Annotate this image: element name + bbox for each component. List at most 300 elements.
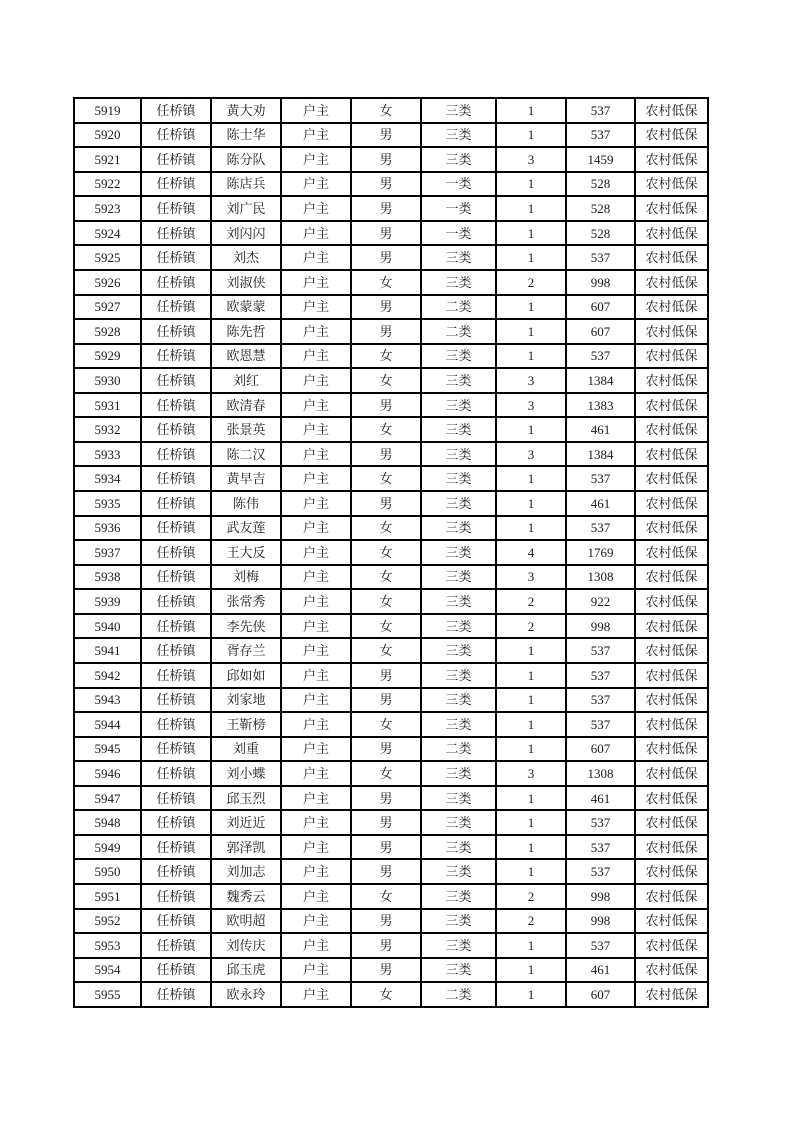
table-cell: 户主 bbox=[281, 172, 351, 197]
table-cell: 1 bbox=[496, 221, 566, 246]
table-cell: 5953 bbox=[74, 933, 141, 958]
table-cell: 农村低保 bbox=[635, 295, 708, 320]
table-cell: 1 bbox=[496, 172, 566, 197]
table-cell: 任桥镇 bbox=[141, 540, 211, 565]
table-cell: 5943 bbox=[74, 688, 141, 713]
table-row bbox=[74, 958, 708, 983]
table-cell: 三类 bbox=[421, 614, 496, 639]
table-row bbox=[74, 614, 708, 639]
table-cell: 二类 bbox=[421, 295, 496, 320]
table-cell: 户主 bbox=[281, 417, 351, 442]
table-cell: 三类 bbox=[421, 368, 496, 393]
table-cell: 女 bbox=[351, 368, 421, 393]
table-cell: 女 bbox=[351, 417, 421, 442]
table-cell: 任桥镇 bbox=[141, 958, 211, 983]
table-cell: 刘小蝶 bbox=[211, 761, 281, 786]
table-cell: 任桥镇 bbox=[141, 835, 211, 860]
table-cell: 461 bbox=[566, 786, 635, 811]
table-row bbox=[74, 737, 708, 762]
table-cell: 三类 bbox=[421, 147, 496, 172]
table-cell: 三类 bbox=[421, 909, 496, 934]
table-cell: 5947 bbox=[74, 786, 141, 811]
table-cell: 2 bbox=[496, 884, 566, 909]
table-cell: 1 bbox=[496, 982, 566, 1007]
table-cell: 2 bbox=[496, 909, 566, 934]
table-cell: 任桥镇 bbox=[141, 172, 211, 197]
table-cell: 黄大劝 bbox=[211, 98, 281, 123]
table-cell: 户主 bbox=[281, 491, 351, 516]
table-cell: 1 bbox=[496, 98, 566, 123]
table-cell: 1769 bbox=[566, 540, 635, 565]
table-cell: 户主 bbox=[281, 221, 351, 246]
table-cell: 户主 bbox=[281, 761, 351, 786]
table-cell: 3 bbox=[496, 368, 566, 393]
table-cell: 1 bbox=[496, 859, 566, 884]
table-cell: 任桥镇 bbox=[141, 368, 211, 393]
table-cell: 5929 bbox=[74, 344, 141, 369]
table-cell: 537 bbox=[566, 516, 635, 541]
table-cell: 刘淑侠 bbox=[211, 270, 281, 295]
table-row bbox=[74, 368, 708, 393]
table-cell: 2 bbox=[496, 589, 566, 614]
table-row bbox=[74, 540, 708, 565]
table-cell: 户主 bbox=[281, 933, 351, 958]
table-cell: 任桥镇 bbox=[141, 589, 211, 614]
table-cell: 欧明超 bbox=[211, 909, 281, 934]
table-cell: 任桥镇 bbox=[141, 319, 211, 344]
table-cell: 任桥镇 bbox=[141, 909, 211, 934]
table-cell: 任桥镇 bbox=[141, 859, 211, 884]
table-cell: 女 bbox=[351, 98, 421, 123]
table-cell: 三类 bbox=[421, 270, 496, 295]
table-cell: 任桥镇 bbox=[141, 884, 211, 909]
table-row bbox=[74, 245, 708, 270]
table-cell: 1459 bbox=[566, 147, 635, 172]
table-cell: 三类 bbox=[421, 786, 496, 811]
table-cell: 农村低保 bbox=[635, 245, 708, 270]
table-row bbox=[74, 565, 708, 590]
table-cell: 女 bbox=[351, 540, 421, 565]
table-cell: 任桥镇 bbox=[141, 491, 211, 516]
table-cell: 户主 bbox=[281, 909, 351, 934]
table-cell: 537 bbox=[566, 638, 635, 663]
table-cell: 男 bbox=[351, 958, 421, 983]
table-cell: 三类 bbox=[421, 417, 496, 442]
table-cell: 农村低保 bbox=[635, 196, 708, 221]
table-cell: 任桥镇 bbox=[141, 98, 211, 123]
table-cell: 5920 bbox=[74, 123, 141, 148]
table-cell: 2 bbox=[496, 614, 566, 639]
table-cell: 任桥镇 bbox=[141, 712, 211, 737]
table-cell: 537 bbox=[566, 712, 635, 737]
table-cell: 三类 bbox=[421, 810, 496, 835]
table-cell: 女 bbox=[351, 516, 421, 541]
table-row bbox=[74, 123, 708, 148]
table-cell: 陈分队 bbox=[211, 147, 281, 172]
table-cell: 任桥镇 bbox=[141, 982, 211, 1007]
table-cell: 农村低保 bbox=[635, 393, 708, 418]
table-cell: 农村低保 bbox=[635, 123, 708, 148]
table-cell: 陈先哲 bbox=[211, 319, 281, 344]
table-cell: 农村低保 bbox=[635, 589, 708, 614]
table-cell: 607 bbox=[566, 295, 635, 320]
table-cell: 5948 bbox=[74, 810, 141, 835]
table-cell: 任桥镇 bbox=[141, 221, 211, 246]
table-cell: 三类 bbox=[421, 540, 496, 565]
table-cell: 5928 bbox=[74, 319, 141, 344]
table-cell: 农村低保 bbox=[635, 147, 708, 172]
table-cell: 二类 bbox=[421, 319, 496, 344]
table-cell: 5940 bbox=[74, 614, 141, 639]
table-cell: 537 bbox=[566, 466, 635, 491]
table-cell: 女 bbox=[351, 614, 421, 639]
table-cell: 三类 bbox=[421, 442, 496, 467]
table-cell: 任桥镇 bbox=[141, 810, 211, 835]
table-cell: 三类 bbox=[421, 688, 496, 713]
table-cell: 1 bbox=[496, 344, 566, 369]
table-cell: 528 bbox=[566, 221, 635, 246]
table-cell: 5946 bbox=[74, 761, 141, 786]
table-cell: 胥存兰 bbox=[211, 638, 281, 663]
table-cell: 三类 bbox=[421, 344, 496, 369]
table-cell: 陈伟 bbox=[211, 491, 281, 516]
table-cell: 农村低保 bbox=[635, 466, 708, 491]
table-cell: 男 bbox=[351, 909, 421, 934]
table-row bbox=[74, 196, 708, 221]
table-cell: 5921 bbox=[74, 147, 141, 172]
table-cell: 欧清春 bbox=[211, 393, 281, 418]
table-cell: 461 bbox=[566, 417, 635, 442]
table-cell: 2 bbox=[496, 270, 566, 295]
table-cell: 户主 bbox=[281, 712, 351, 737]
table-cell: 任桥镇 bbox=[141, 442, 211, 467]
table-cell: 607 bbox=[566, 737, 635, 762]
table-cell: 户主 bbox=[281, 516, 351, 541]
table-cell: 922 bbox=[566, 589, 635, 614]
table-cell: 女 bbox=[351, 466, 421, 491]
table-row bbox=[74, 466, 708, 491]
table-cell: 陈士华 bbox=[211, 123, 281, 148]
table-cell: 魏秀云 bbox=[211, 884, 281, 909]
table-row bbox=[74, 933, 708, 958]
table-cell: 女 bbox=[351, 589, 421, 614]
table-cell: 1383 bbox=[566, 393, 635, 418]
table-cell: 998 bbox=[566, 270, 635, 295]
table-cell: 任桥镇 bbox=[141, 638, 211, 663]
table-cell: 农村低保 bbox=[635, 368, 708, 393]
table-cell: 1 bbox=[496, 958, 566, 983]
table-row bbox=[74, 98, 708, 123]
table-cell: 女 bbox=[351, 712, 421, 737]
table-cell: 三类 bbox=[421, 958, 496, 983]
table-cell: 女 bbox=[351, 638, 421, 663]
table-cell: 农村低保 bbox=[635, 688, 708, 713]
table-cell: 5945 bbox=[74, 737, 141, 762]
table-cell: 男 bbox=[351, 442, 421, 467]
table-cell: 农村低保 bbox=[635, 565, 708, 590]
table-cell: 女 bbox=[351, 565, 421, 590]
table-cell: 一类 bbox=[421, 221, 496, 246]
table-cell: 王大反 bbox=[211, 540, 281, 565]
table-cell: 任桥镇 bbox=[141, 761, 211, 786]
table-cell: 男 bbox=[351, 688, 421, 713]
table-cell: 任桥镇 bbox=[141, 516, 211, 541]
table-cell: 3 bbox=[496, 393, 566, 418]
table-cell: 户主 bbox=[281, 393, 351, 418]
table-cell: 528 bbox=[566, 172, 635, 197]
table-cell: 二类 bbox=[421, 737, 496, 762]
table-cell: 一类 bbox=[421, 196, 496, 221]
table-cell: 户主 bbox=[281, 319, 351, 344]
table-row bbox=[74, 589, 708, 614]
table-cell: 5950 bbox=[74, 859, 141, 884]
table-cell: 任桥镇 bbox=[141, 737, 211, 762]
table-cell: 刘近近 bbox=[211, 810, 281, 835]
table-cell: 男 bbox=[351, 393, 421, 418]
table-cell: 5942 bbox=[74, 663, 141, 688]
table-row bbox=[74, 270, 708, 295]
welfare-table bbox=[73, 97, 709, 1008]
table-cell: 任桥镇 bbox=[141, 614, 211, 639]
table-cell: 5938 bbox=[74, 565, 141, 590]
table-cell: 三类 bbox=[421, 638, 496, 663]
table-cell: 三类 bbox=[421, 761, 496, 786]
table-cell: 户主 bbox=[281, 344, 351, 369]
table-cell: 任桥镇 bbox=[141, 663, 211, 688]
table-cell: 任桥镇 bbox=[141, 344, 211, 369]
table-cell: 农村低保 bbox=[635, 491, 708, 516]
table-cell: 1 bbox=[496, 123, 566, 148]
table-cell: 男 bbox=[351, 123, 421, 148]
table-cell: 户主 bbox=[281, 663, 351, 688]
table-cell: 张常秀 bbox=[211, 589, 281, 614]
table-cell: 三类 bbox=[421, 565, 496, 590]
table-cell: 三类 bbox=[421, 859, 496, 884]
table-cell: 农村低保 bbox=[635, 442, 708, 467]
table-cell: 农村低保 bbox=[635, 663, 708, 688]
table-cell: 男 bbox=[351, 737, 421, 762]
table-cell: 陈二汉 bbox=[211, 442, 281, 467]
table-cell: 1 bbox=[496, 295, 566, 320]
table-cell: 农村低保 bbox=[635, 98, 708, 123]
table-cell: 男 bbox=[351, 172, 421, 197]
table-cell: 3 bbox=[496, 442, 566, 467]
table-cell: 三类 bbox=[421, 884, 496, 909]
table-cell: 537 bbox=[566, 810, 635, 835]
table-cell: 刘红 bbox=[211, 368, 281, 393]
table-cell: 女 bbox=[351, 982, 421, 1007]
table-cell: 女 bbox=[351, 270, 421, 295]
table-cell: 农村低保 bbox=[635, 221, 708, 246]
table-cell: 任桥镇 bbox=[141, 933, 211, 958]
table-cell: 537 bbox=[566, 123, 635, 148]
table-cell: 5949 bbox=[74, 835, 141, 860]
table-cell: 任桥镇 bbox=[141, 196, 211, 221]
table-cell: 5952 bbox=[74, 909, 141, 934]
table-cell: 1384 bbox=[566, 368, 635, 393]
table-cell: 537 bbox=[566, 688, 635, 713]
table-cell: 1 bbox=[496, 196, 566, 221]
table-cell: 5954 bbox=[74, 958, 141, 983]
table-cell: 1 bbox=[496, 712, 566, 737]
table-cell: 461 bbox=[566, 491, 635, 516]
table-row bbox=[74, 909, 708, 934]
table-cell: 男 bbox=[351, 786, 421, 811]
table-cell: 男 bbox=[351, 859, 421, 884]
table-row bbox=[74, 172, 708, 197]
table-cell: 农村低保 bbox=[635, 712, 708, 737]
table-cell: 537 bbox=[566, 933, 635, 958]
table-cell: 1 bbox=[496, 835, 566, 860]
table-row bbox=[74, 835, 708, 860]
table-cell: 王靳榜 bbox=[211, 712, 281, 737]
table-cell: 1 bbox=[496, 810, 566, 835]
table-cell: 任桥镇 bbox=[141, 565, 211, 590]
table-cell: 张景英 bbox=[211, 417, 281, 442]
table-cell: 5955 bbox=[74, 982, 141, 1007]
table-cell: 刘传庆 bbox=[211, 933, 281, 958]
table-cell: 户主 bbox=[281, 368, 351, 393]
table-cell: 邱玉烈 bbox=[211, 786, 281, 811]
table-cell: 邱玉虎 bbox=[211, 958, 281, 983]
table-cell: 户主 bbox=[281, 245, 351, 270]
welfare-table-body bbox=[74, 98, 708, 1007]
table-cell: 农村低保 bbox=[635, 835, 708, 860]
table-cell: 男 bbox=[351, 319, 421, 344]
table-cell: 5932 bbox=[74, 417, 141, 442]
table-cell: 三类 bbox=[421, 712, 496, 737]
table-cell: 5944 bbox=[74, 712, 141, 737]
table-cell: 任桥镇 bbox=[141, 147, 211, 172]
table-cell: 男 bbox=[351, 663, 421, 688]
table-cell: 1308 bbox=[566, 565, 635, 590]
table-cell: 户主 bbox=[281, 147, 351, 172]
table-cell: 农村低保 bbox=[635, 319, 708, 344]
table-cell: 男 bbox=[351, 221, 421, 246]
table-cell: 任桥镇 bbox=[141, 786, 211, 811]
table-cell: 三类 bbox=[421, 98, 496, 123]
table-cell: 农村低保 bbox=[635, 761, 708, 786]
table-cell: 刘梅 bbox=[211, 565, 281, 590]
table-cell: 5925 bbox=[74, 245, 141, 270]
table-cell: 1 bbox=[496, 417, 566, 442]
table-cell: 998 bbox=[566, 884, 635, 909]
table-cell: 5937 bbox=[74, 540, 141, 565]
table-row bbox=[74, 417, 708, 442]
table-cell: 刘闪闪 bbox=[211, 221, 281, 246]
table-cell: 1 bbox=[496, 516, 566, 541]
table-row bbox=[74, 982, 708, 1007]
table-cell: 537 bbox=[566, 859, 635, 884]
table-row bbox=[74, 859, 708, 884]
table-cell: 1 bbox=[496, 688, 566, 713]
table-cell: 农村低保 bbox=[635, 909, 708, 934]
table-cell: 户主 bbox=[281, 270, 351, 295]
table-cell: 任桥镇 bbox=[141, 466, 211, 491]
table-cell: 农村低保 bbox=[635, 810, 708, 835]
table-cell: 农村低保 bbox=[635, 884, 708, 909]
table-cell: 5933 bbox=[74, 442, 141, 467]
table-cell: 任桥镇 bbox=[141, 417, 211, 442]
table-cell: 男 bbox=[351, 933, 421, 958]
table-cell: 5951 bbox=[74, 884, 141, 909]
table-cell: 农村低保 bbox=[635, 638, 708, 663]
table-cell: 任桥镇 bbox=[141, 295, 211, 320]
table-cell: 农村低保 bbox=[635, 958, 708, 983]
table-cell: 农村低保 bbox=[635, 516, 708, 541]
table-cell: 三类 bbox=[421, 589, 496, 614]
table-cell: 三类 bbox=[421, 123, 496, 148]
table-cell: 男 bbox=[351, 295, 421, 320]
table-cell: 农村低保 bbox=[635, 344, 708, 369]
table-cell: 男 bbox=[351, 810, 421, 835]
table-cell: 528 bbox=[566, 196, 635, 221]
table-cell: 5939 bbox=[74, 589, 141, 614]
table-cell: 三类 bbox=[421, 516, 496, 541]
table-cell: 三类 bbox=[421, 491, 496, 516]
table-cell: 邱如如 bbox=[211, 663, 281, 688]
table-cell: 刘广民 bbox=[211, 196, 281, 221]
table-cell: 农村低保 bbox=[635, 786, 708, 811]
table-cell: 4 bbox=[496, 540, 566, 565]
table-cell: 1 bbox=[496, 737, 566, 762]
table-cell: 5934 bbox=[74, 466, 141, 491]
table-cell: 户主 bbox=[281, 466, 351, 491]
table-cell: 户主 bbox=[281, 786, 351, 811]
table-row bbox=[74, 884, 708, 909]
table-cell: 三类 bbox=[421, 245, 496, 270]
table-cell: 任桥镇 bbox=[141, 245, 211, 270]
table-cell: 男 bbox=[351, 491, 421, 516]
table-cell: 男 bbox=[351, 245, 421, 270]
table-row bbox=[74, 761, 708, 786]
table-cell: 农村低保 bbox=[635, 540, 708, 565]
table-cell: 农村低保 bbox=[635, 417, 708, 442]
table-cell: 1 bbox=[496, 933, 566, 958]
table-row bbox=[74, 147, 708, 172]
table-cell: 男 bbox=[351, 835, 421, 860]
table-cell: 1 bbox=[496, 638, 566, 663]
table-cell: 户主 bbox=[281, 859, 351, 884]
table-cell: 户主 bbox=[281, 884, 351, 909]
table-row bbox=[74, 491, 708, 516]
table-cell: 农村低保 bbox=[635, 737, 708, 762]
table-cell: 农村低保 bbox=[635, 614, 708, 639]
table-cell: 女 bbox=[351, 344, 421, 369]
table-cell: 三类 bbox=[421, 466, 496, 491]
table-cell: 刘杰 bbox=[211, 245, 281, 270]
table-cell: 任桥镇 bbox=[141, 270, 211, 295]
table-cell: 户主 bbox=[281, 958, 351, 983]
table-cell: 5926 bbox=[74, 270, 141, 295]
table-cell: 998 bbox=[566, 909, 635, 934]
table-cell: 5931 bbox=[74, 393, 141, 418]
table-cell: 郭泽凯 bbox=[211, 835, 281, 860]
table-cell: 537 bbox=[566, 245, 635, 270]
table-cell: 户主 bbox=[281, 196, 351, 221]
table-cell: 三类 bbox=[421, 835, 496, 860]
table-cell: 刘家地 bbox=[211, 688, 281, 713]
table-row bbox=[74, 810, 708, 835]
table-cell: 户主 bbox=[281, 565, 351, 590]
table-row bbox=[74, 295, 708, 320]
table-cell: 户主 bbox=[281, 295, 351, 320]
table-cell: 户主 bbox=[281, 98, 351, 123]
table-cell: 三类 bbox=[421, 393, 496, 418]
table-cell: 3 bbox=[496, 147, 566, 172]
table-cell: 461 bbox=[566, 958, 635, 983]
table-cell: 5919 bbox=[74, 98, 141, 123]
